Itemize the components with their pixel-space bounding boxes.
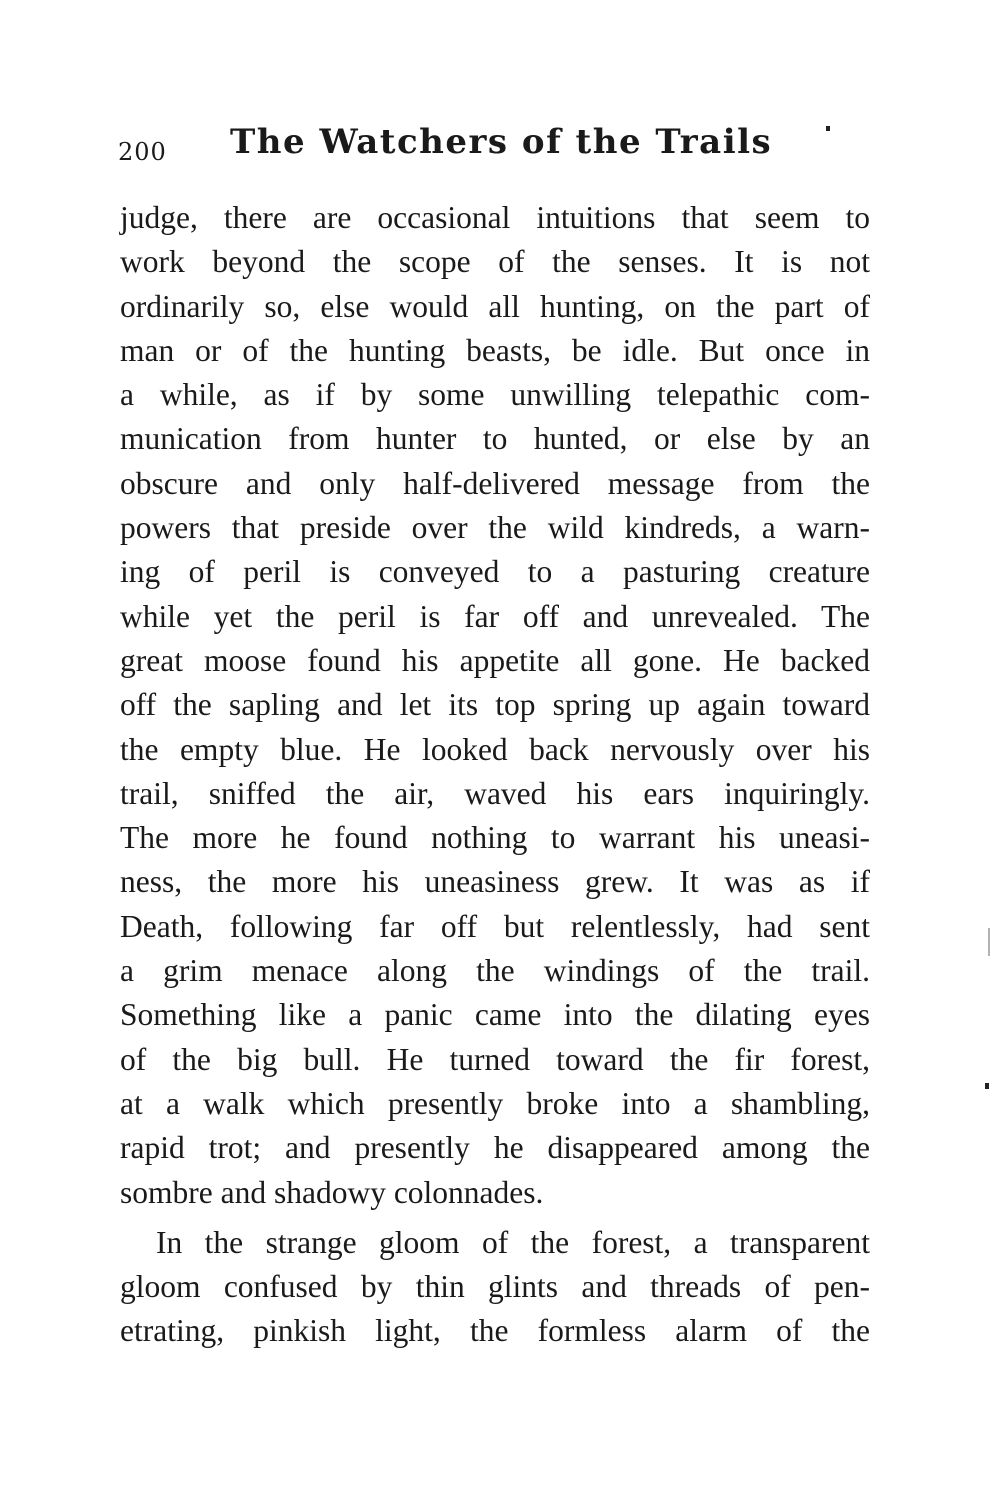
text-line: at a walk which presently broke into a shambling,: [120, 1085, 870, 1121]
text-line: judge, there are occasional intuitions that seem to: [120, 200, 870, 235]
text-line: rapid trot; and presently he disappeared among the: [120, 1130, 870, 1166]
text-line: of the big bull. He turned toward the fir forest,: [120, 1041, 870, 1077]
text-line: powers that preside over the wild kindreds, a warn-: [120, 510, 870, 546]
text-line: trail, sniffed the air, waved his ears inquiringly.: [120, 775, 870, 811]
text-line: man or of the hunting beasts, be idle. But once in: [120, 332, 870, 368]
text-line: great moose found his appetite all gone. He backed: [120, 642, 870, 678]
text-line: ing of peril is conveyed to a pasturing creature: [120, 554, 870, 590]
text-line: a grim menace along the windings of the trail.: [120, 953, 870, 989]
text-line: the empty blue. He looked back nervously over his: [120, 731, 870, 767]
text-line: while yet the peril is far off and unrevealed. The: [120, 598, 870, 634]
paragraph-2: [120, 1221, 870, 1354]
text-line: Something like a panic came into the dilating eyes: [120, 997, 870, 1033]
text-line: The more he found nothing to warrant his uneasi-: [120, 820, 870, 856]
text-line: a while, as if by some unwilling telepathic com-: [120, 377, 870, 413]
text-line: munication from hunter to hunted, or else by an: [120, 421, 870, 457]
page-header: [118, 122, 878, 172]
paragraph-1: [120, 196, 870, 1215]
page-number: 200: [118, 138, 167, 166]
body-text: [120, 196, 870, 1354]
text-line: etrating, pinkish light, the formless alarm of the: [120, 1313, 870, 1349]
text-line: work beyond the scope of the senses. It is not: [120, 244, 870, 280]
text-line: ordinarily so, else would all hunting, on the part of: [120, 288, 870, 324]
text-line: gloom confused by thin glints and threads of pen-: [120, 1269, 870, 1305]
text-line: obscure and only half-delivered message from the: [120, 465, 870, 501]
text-line: Death, following far off but relentlessly, had sent: [120, 908, 870, 944]
scan-speck: [826, 126, 830, 131]
scan-speck: [988, 928, 990, 956]
text-line: sombre and shadowy colonnades.: [120, 1174, 544, 1210]
scan-speck: [985, 1083, 989, 1089]
text-line: ness, the more his uneasiness grew. It was as if: [120, 864, 870, 900]
running-title: The Watchers of the Trails: [230, 122, 773, 162]
text-line: In the strange gloom of the forest, a transparent: [156, 1224, 870, 1260]
text-line: off the sapling and let its top spring up again toward: [120, 687, 870, 723]
